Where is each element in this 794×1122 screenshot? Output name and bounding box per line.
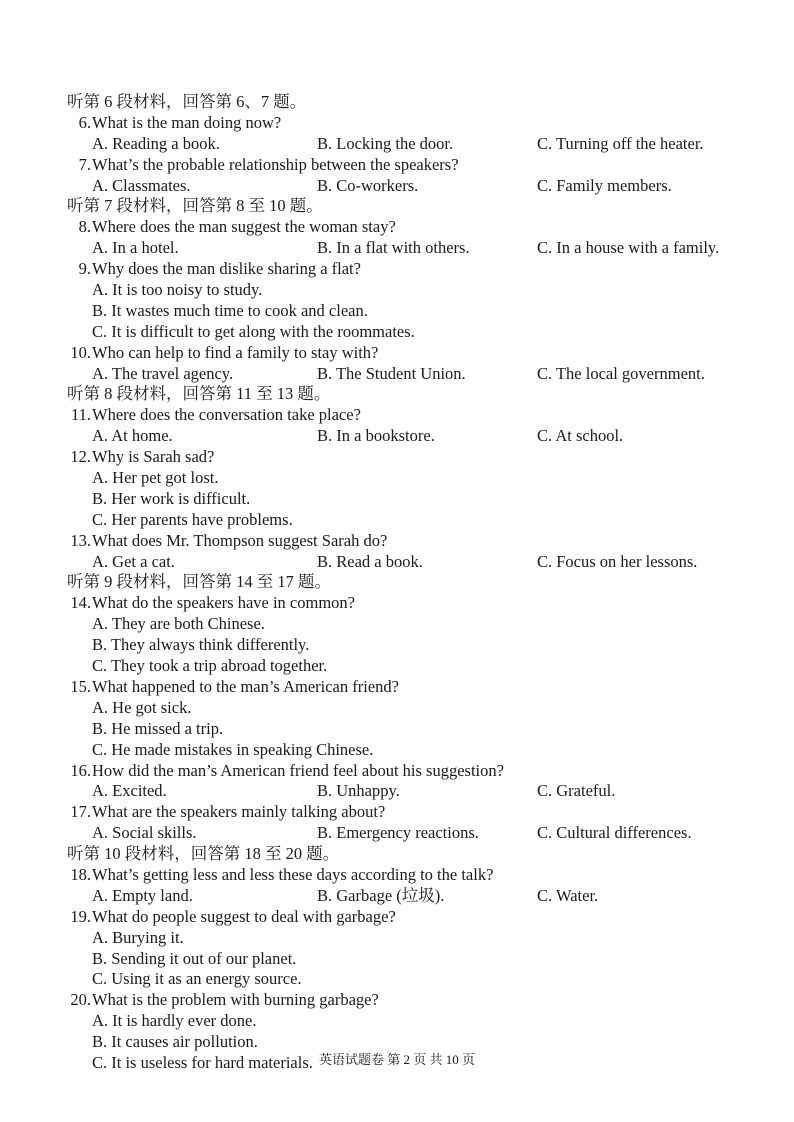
question-number: 13. (70, 530, 91, 550)
question-text: What do people suggest to deal with garbage? (92, 906, 396, 926)
question-stem (67, 990, 767, 1011)
page-footer: 英语试题卷 第 2 页 共 10 页 (318, 1052, 475, 1067)
option-b: B. Her work is difficult. (92, 488, 251, 508)
question-number: 19. (70, 906, 91, 926)
question-number: 14. (70, 593, 91, 613)
question-number: 12. (70, 447, 91, 467)
question-text: Why does the man dislike sharing a flat? (92, 259, 361, 279)
option-b: B. Co-workers. (317, 175, 419, 195)
question-stem (67, 761, 767, 782)
options-row (67, 781, 767, 802)
question-stem (67, 907, 767, 928)
option-a: A. They are both Chinese. (92, 614, 265, 634)
option-a: A. In a hotel. (92, 238, 179, 258)
options-row (67, 134, 767, 155)
question-text: Where does the conversation take place? (92, 405, 361, 425)
option-b: B. Unhappy. (317, 781, 400, 801)
option-b: B. Emergency reactions. (317, 823, 479, 843)
option-a: A. Get a cat. (92, 551, 175, 571)
section-header: 听第 7 段材料，回答第 8 至 10 题。 (67, 196, 323, 216)
question-text: What’s the probable relationship between the speakers? (92, 154, 459, 174)
options-row (67, 238, 767, 259)
options-row (67, 364, 767, 385)
option-a: A. Classmates. (92, 175, 191, 195)
question-text: How did the man’s American friend feel about his suggestion? (92, 760, 504, 780)
question-stem (67, 405, 767, 426)
question-text: Who can help to find a family to stay with? (92, 342, 379, 362)
option-c: C. Her parents have problems. (92, 509, 293, 529)
option-b: B. Garbage (垃圾). (317, 885, 445, 905)
option-c: C. They took a trip abroad together. (92, 656, 328, 676)
question-text: What do the speakers have in common? (92, 593, 355, 613)
question-stem (67, 217, 767, 238)
option-a: A. Reading a book. (92, 133, 220, 153)
option-b: B. It causes air pollution. (92, 1032, 258, 1052)
option-c: C. At school. (537, 426, 624, 446)
question-number: 9. (78, 259, 91, 279)
question-stem (67, 343, 767, 364)
question-text: What is the man doing now? (92, 112, 282, 132)
options-row (67, 552, 767, 573)
question-number: 11. (70, 405, 91, 425)
option-a: A. It is too noisy to study. (92, 280, 263, 300)
question-number: 17. (70, 802, 91, 822)
question-stem (67, 531, 767, 552)
question-stem (67, 865, 767, 886)
question-text: What does Mr. Thompson suggest Sarah do? (92, 530, 388, 550)
option-b: B. Read a book. (317, 551, 423, 571)
section-header: 听第 6 段材料，回答第 6、7 题。 (67, 92, 307, 111)
question-text: Why is Sarah sad? (92, 447, 215, 467)
question-text: What happened to the man’s American friend? (92, 676, 399, 696)
option-b: B. In a bookstore. (317, 426, 435, 446)
option-b: B. He missed a trip. (92, 718, 224, 738)
question-stem (67, 802, 767, 823)
option-c: C. It is difficult to get along with the roommates. (92, 321, 415, 341)
question-number: 18. (70, 864, 91, 884)
option-b: B. The Student Union. (317, 363, 466, 383)
option-c: C. In a house with a family. (537, 238, 720, 258)
option-a: A. Excited. (92, 781, 167, 801)
question-number: 15. (70, 676, 91, 696)
question-number: 8. (78, 217, 91, 237)
question-text: What is the problem with burning garbage? (92, 990, 379, 1010)
question-list (67, 92, 767, 1074)
option-a: A. He got sick. (92, 697, 192, 717)
option-c: C. Using it as an energy source. (92, 969, 302, 989)
option-a: A. Her pet got lost. (92, 468, 219, 488)
option-c: C. The local government. (537, 363, 705, 383)
question-stem (67, 113, 767, 134)
option-a: A. Burying it. (92, 927, 184, 947)
question-number: 6. (78, 112, 91, 132)
option-b: B. In a flat with others. (317, 238, 470, 258)
options-row (67, 426, 767, 447)
option-c: C. Turning off the heater. (537, 133, 704, 153)
options-row (67, 176, 767, 197)
option-c: C. Grateful. (537, 781, 616, 801)
option-b: B. They always think differently. (92, 635, 310, 655)
question-number: 20. (70, 990, 91, 1010)
question-stem (67, 677, 767, 698)
option-a: A. Social skills. (92, 823, 197, 843)
question-number: 16. (70, 760, 91, 780)
option-a: A. The travel agency. (92, 363, 234, 383)
option-c: C. It is useless for hard materials. (92, 1052, 313, 1072)
question-text: What’s getting less and less these days according to the talk? (92, 864, 494, 884)
options-row (67, 823, 767, 844)
section-header: 听第 9 段材料，回答第 14 至 17 题。 (67, 572, 331, 592)
question-stem (67, 593, 767, 614)
question-stem (67, 447, 767, 468)
option-a: A. It is hardly ever done. (92, 1011, 257, 1031)
option-b: B. Locking the door. (317, 133, 454, 153)
section-header: 听第 8 段材料，回答第 11 至 13 题。 (67, 384, 331, 404)
option-c: C. Water. (537, 885, 599, 905)
options-row (67, 886, 767, 907)
section-header: 听第 10 段材料，回答第 18 至 20 题。 (67, 844, 340, 864)
option-c: C. Cultural differences. (537, 823, 692, 843)
option-b: B. It wastes much time to cook and clean. (92, 300, 368, 320)
question-text: What are the speakers mainly talking about? (92, 802, 386, 822)
option-c: C. He made mistakes in speaking Chinese. (92, 739, 374, 759)
option-a: A. At home. (92, 426, 173, 446)
question-stem (67, 259, 767, 280)
question-text: Where does the man suggest the woman stay? (92, 217, 396, 237)
option-b: B. Sending it out of our planet. (92, 948, 297, 968)
question-number: 7. (78, 154, 91, 174)
option-c: C. Family members. (537, 175, 672, 195)
question-stem (67, 155, 767, 176)
option-c: C. Focus on her lessons. (537, 551, 698, 571)
option-a: A. Empty land. (92, 885, 193, 905)
question-number: 10. (70, 342, 91, 362)
